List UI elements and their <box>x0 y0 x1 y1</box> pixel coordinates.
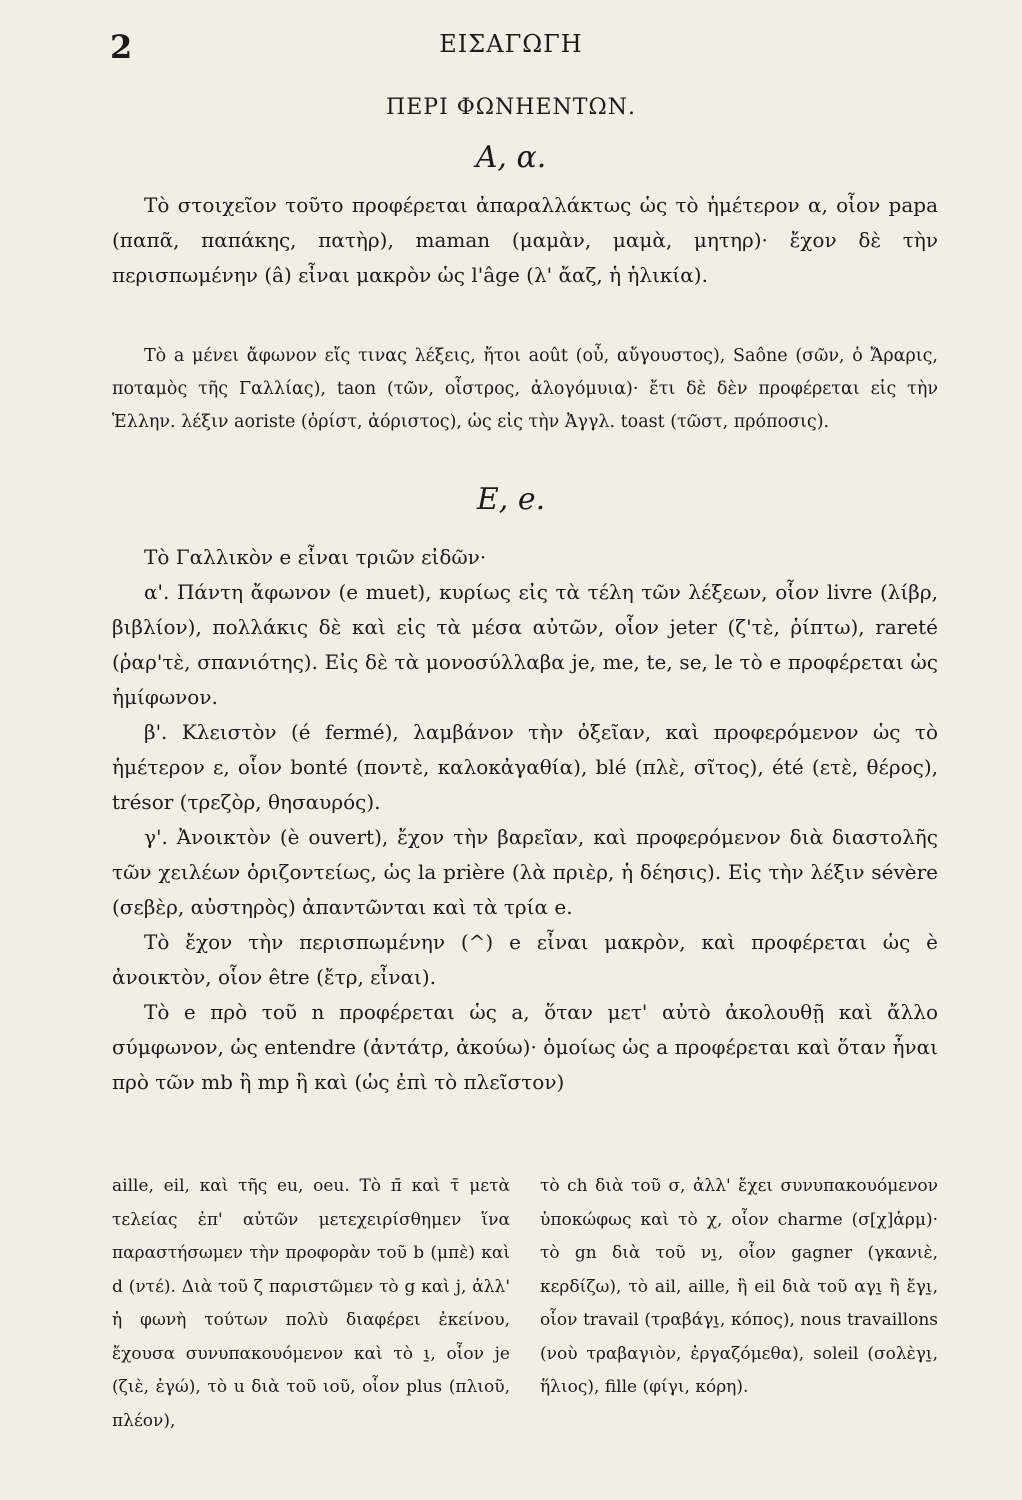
running-head: ΕΙΣΑΓΩΓΗ <box>439 30 583 58</box>
footnote-columns <box>112 1170 938 1438</box>
paragraph-e-ouvert: γ'. Ἀνοικτὸν (è ouvert), ἔχον τὴν βαρεῖαν, καὶ προφερόμενον διὰ διαστολῆς τῶν χειλέων ὁριζοντείως, ὡς la prière (λὰ πριὲρ, ἡ δέησις). Εἰς τὴν λέξιν sévère (σεβὲρ, αὐστηρὸς) ἀπαντῶνται καὶ τὰ τρία e. <box>112 825 938 919</box>
footnote-column-right: τὸ ch διὰ τοῦ σ, ἀλλ' ἔχει συνυπακουόμενον ὑποκώφως καὶ τὸ χ, οἷον charme (σ[χ]ἁρμ)· τὸ gn διὰ τοῦ νι̱, οἷον gagner (γκανιὲ, κερδίζω), τὸ ail, aille, ἢ eil διὰ τοῦ αγι̱ ἢ ἔγι̱, οἷον travail (τραβάγι̱, κόπος), nous travaillons (νοὺ τραβαγιὸν, ἐργαζόμεθα), soleil (σολὲγι̱, ἥλιος), fille (φίγι, κόρη). <box>540 1176 938 1397</box>
heading-letter-a: Α, α. <box>475 140 547 175</box>
paragraph-e-before-n: Τὸ e πρὸ τοῦ n προφέρεται ὡς a, ὅταν μετ' αὐτὸ ἀκολουθῇ καὶ ἄλλο σύμφωνον, ὡς entendre (ἀντάτρ, ἀκούω)· ὁμοίως ὡς a προφέρεται καὶ ὅταν ἦναι πρὸ τῶν mb ἢ mp ἢ καὶ (ὡς ἐπὶ τὸ πλεῖστον) <box>112 1000 938 1094</box>
paragraph-e-muet: α'. Πάντη ἄφωνον (e muet), κυρίως εἰς τὰ τέλη τῶν λέξεων, οἷον livre (λίβρ, βιβλίον), πολλάκις δὲ καὶ εἰς τὰ μέσα αὐτῶν, οἷον jeter (ζ'τὲ, ῥίπτω), rareté (ῥαρ'τὲ, σπανιότης). Εἰς δὲ τὰ μονοσύλλαβα je, me, te, se, le τὸ e προφέρεται ὡς ἡμίφωνον. <box>112 580 938 709</box>
section-e-body <box>112 540 938 1100</box>
heading-letter-e: Ε, e. <box>476 482 546 517</box>
paragraph-a-pronunciation: Τὸ στοιχεῖον τοῦτο προφέρεται ἀπαραλλάκτως ὡς τὸ ἡμέτερον α, οἷον papa (παπᾶ, παπάκης, πατὴρ), maman (μαμὰν, μαμὰ, μητηρ)· ἔχον δὲ τὴν περισπωμένην (â) εἶναι μακρὸν ὡς l'âge (λ' ἄαζ, ἡ ἡλικία). <box>112 193 938 287</box>
page-number: 2 <box>110 28 133 66</box>
section-title: ΠΕΡΙ ΦΩΝΗΕΝΤΩΝ. <box>386 95 636 120</box>
paragraph-e-kinds: Τὸ Γαλλικὸν e εἶναι τριῶν εἰδῶν· <box>144 545 487 569</box>
footnote-column-left: aille, eil, καὶ τῆς eu, oeu. Τὸ π̄ καὶ τ̄ μετὰ τελείας ἐπ' αὐτῶν μετεχειρίσθημεν ἵνα παραστήσωμεν τὴν προφορὰν τοῦ b (μπὲ) καὶ d (ντέ). Διὰ τοῦ ζ παριστῶμεν τὸ g καὶ j, ἀλλ' ἡ φωνὴ τούτων πολὺ διαφέρει ἐκείνου, ἔχουσα συνυπακουόμενον καὶ τὸ ι̱, οἷον je (ζιὲ, ἐγώ), τὸ u διὰ τοῦ ιοῦ, οἷον plus (πλιοῦ, πλέον), <box>112 1176 510 1431</box>
paragraph-a-silent: Τὸ a μένει ἄφωνον εἴς τινας λέξεις, ἤτοι août (οὖ, αὔγουστος), Saône (σῶν, ὁ Ἄραρις, ποταμὸς τῆς Γαλλίας), taon (τῶν, οἶστρος, ἀλογόμυια)· ἔτι δὲ δὲν προφέρεται εἰς τὴν Ἑλλην. λέξιν aoriste (ὁρίστ, ἀόριστος), ὡς εἰς τὴν Ἀγγλ. toast (τῶστ, πρόποσις). <box>112 346 938 432</box>
paragraph-e-circumflex: Τὸ ἔχον τὴν περισπωμένην (^) e εἶναι μακρὸν, καὶ προφέρεται ὡς è ἀνοικτὸν, οἷον être (ἔτρ, εἶναι). <box>112 930 938 989</box>
paragraph-e-ferme: β'. Κλειστὸν (é fermé), λαμβάνον τὴν ὀξεῖαν, καὶ προφερόμενον ὡς τὸ ἡμέτερον ε, οἷον bonté (ποντὲ, καλοκἀγαθία), blé (πλὲ, σῖτος), été (ετὲ, θέρος), trésor (τρεζὸρ, θησαυρός). <box>112 720 938 814</box>
